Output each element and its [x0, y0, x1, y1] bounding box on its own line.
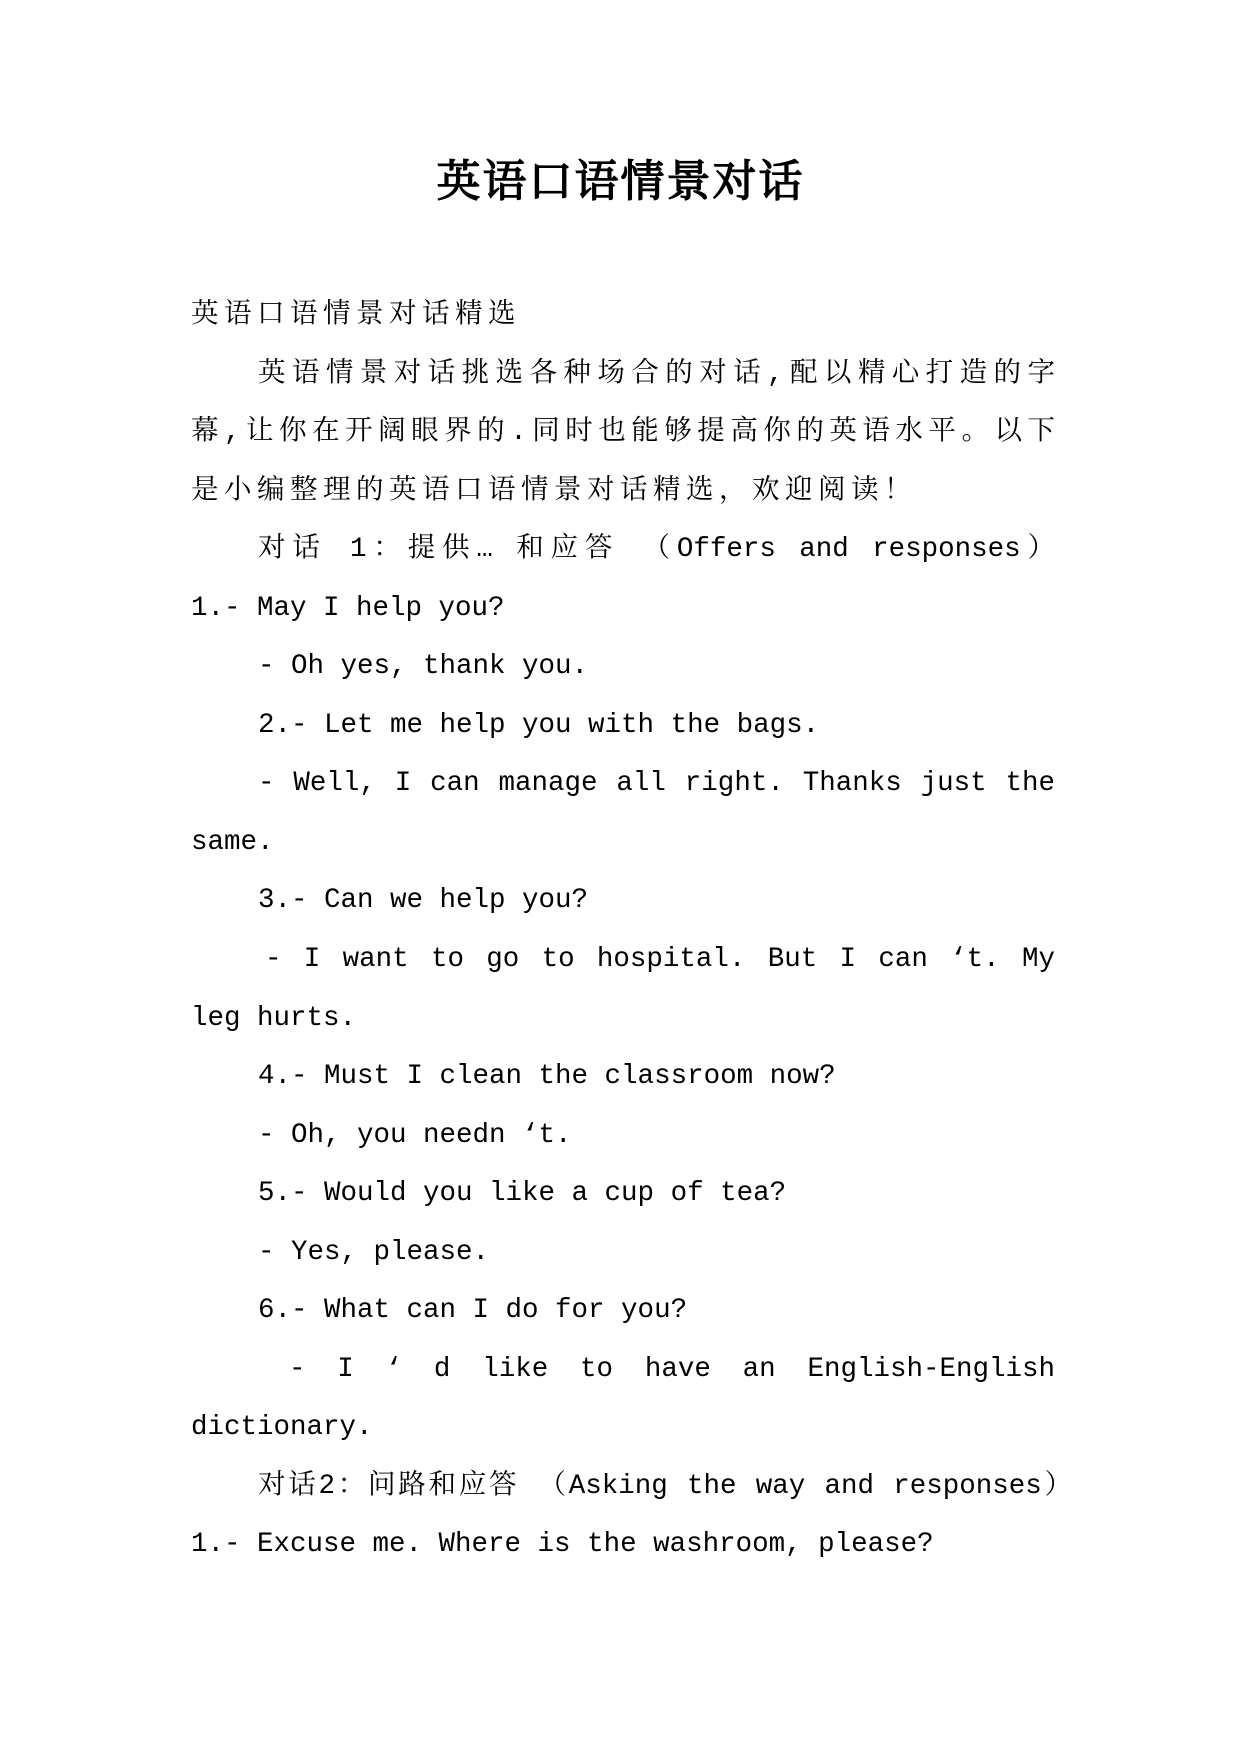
- dialogue-1-line: 6.- What can I do for you?: [258, 1295, 688, 1327]
- dialogue-1-line: same.: [191, 826, 274, 858]
- dialogue-1-line: 2.- Let me help you with the bags.: [258, 709, 820, 741]
- dialogue-1-line: - Yes, please.: [258, 1236, 490, 1268]
- intro-line: 英语情景对话挑选各种场合的对话,配以精心打造的字: [258, 358, 1055, 390]
- dialogue-2-line: 1.- Excuse me. Where is the washroom, please?: [191, 1529, 934, 1561]
- dialogue-1-line: leg hurts.: [191, 1002, 357, 1034]
- dialogue-1-line: 4.- Must I clean the classroom now?: [258, 1061, 836, 1093]
- dialogue-1-line: - Well, I can manage all right. Thanks just the: [258, 768, 1055, 800]
- dialogue-1-line: - I ‘ d like to have an English-English: [289, 1353, 1055, 1385]
- dialogue-1-heading: 对话 1：提供… 和应答 （Offers and responses）: [258, 534, 1055, 566]
- dialogue-1-line: - Oh, you needn ‘t.: [258, 1119, 572, 1151]
- dialogue-1-line: 1.- May I help you?: [191, 592, 505, 624]
- intro-line: 幕,让你在开阔眼界的.同时也能够提高你的英语水平。以下: [191, 417, 1055, 449]
- dialogue-1-line: 3.- Can we help you?: [258, 885, 589, 917]
- section-heading: 英语口语情景对话精选: [191, 300, 521, 331]
- intro-line: 是小编整理的英语口语情景对话精选，欢迎阅读！: [191, 475, 917, 507]
- dialogue-2-heading: 对话2：问路和应答 （Asking the way and responses）: [258, 1470, 1072, 1502]
- dialogue-1-line: dictionary.: [191, 1412, 373, 1444]
- dialogue-1-line: 5.- Would you like a cup of tea?: [258, 1178, 787, 1210]
- document-title: 英语口语情景对话: [436, 156, 805, 207]
- dialogue-1-line: - I want to go to hospital. But I can ‘t. My: [265, 944, 1055, 976]
- dialogue-1-line: - Oh yes, thank you.: [258, 651, 589, 683]
- document-body: [191, 287, 1072, 1575]
